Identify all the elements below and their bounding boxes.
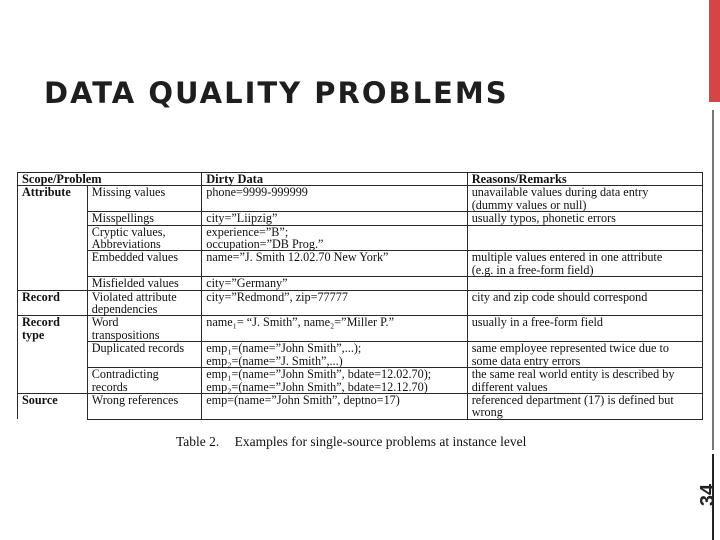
cell-remarks-line: some data entry errors: [471, 353, 581, 368]
table-body: [18, 186, 703, 419]
cell-remarks: [467, 186, 702, 212]
side-rule: [712, 110, 714, 450]
cell-dirty-data-line: phone=9999-999999: [206, 185, 308, 200]
cell-problem-line: Misfielded values: [91, 276, 179, 291]
cell-remarks: [467, 393, 702, 419]
cell-remarks: [467, 342, 702, 368]
data-quality-table: [17, 172, 703, 420]
header-remarks: Reasons/Remarks: [467, 173, 702, 186]
cell-dirty-data-line: experience=”B”;: [206, 224, 289, 239]
cell-dirty-data: [202, 225, 467, 251]
cell-remarks: [467, 251, 702, 277]
cell-dirty-data-line: emp₂=(name=”J. Smith”,...): [206, 353, 343, 368]
cell-scope: [18, 225, 88, 251]
cell-problem-line: Duplicated records: [91, 341, 185, 356]
cell-problem-line: Misspellings: [91, 211, 155, 226]
accent-bar: [709, 0, 720, 102]
cell-problem: [87, 251, 202, 277]
cell-problem: [87, 368, 202, 394]
cell-problem-line: dependencies: [91, 302, 158, 317]
caption-number: Table 2.: [176, 434, 220, 449]
cell-remarks: [467, 368, 702, 394]
page-number: 34: [697, 483, 719, 507]
cell-remarks-line: different values: [471, 379, 548, 394]
cell-problem-line: Abbreviations: [91, 237, 161, 252]
cell-scope: Attribute: [18, 186, 88, 212]
table-image: [17, 172, 703, 432]
cell-dirty-data: [202, 393, 467, 419]
cell-dirty-data-line: emp₁=(name=”John Smith”, bdate=12.02.70);: [206, 367, 432, 382]
cell-remarks-line: unavailable values during data entry: [471, 185, 649, 200]
cell-remarks-line: (e.g. in a free-form field): [471, 262, 594, 277]
cell-remarks-line: the same real world entity is described by: [471, 367, 675, 382]
cell-problem: [87, 277, 202, 290]
cell-scope: [18, 368, 88, 394]
cell-problem-line: Embedded values: [91, 250, 179, 265]
cell-dirty-data-line: emp₁=(name=”John Smith”,...);: [206, 341, 362, 356]
cell-problem-line: records: [91, 379, 128, 394]
table-row: [18, 212, 703, 225]
cell-scope: Record type: [18, 316, 88, 342]
cell-dirty-data-line: emp₂=(name=”John Smith”, bdate=12.12.70): [206, 379, 428, 394]
cell-dirty-data: [202, 277, 467, 290]
cell-remarks-line: wrong: [471, 405, 503, 420]
cell-problem: [87, 393, 202, 419]
cell-problem-line: Contradicting: [91, 367, 159, 382]
cell-problem-line: transpositions: [91, 327, 160, 342]
cell-dirty-data-line: city=”Liipzig”: [206, 211, 278, 226]
table-header-row: [18, 173, 703, 186]
cell-scope: [18, 277, 88, 290]
cell-dirty-data-line: emp=(name=”John Smith”, deptno=17): [206, 392, 400, 407]
cell-remarks: [467, 290, 702, 316]
cell-dirty-data: [202, 212, 467, 225]
cell-dirty-data: [202, 251, 467, 277]
cell-problem-line: Missing values: [91, 185, 166, 200]
cell-problem-line: Word: [91, 315, 119, 330]
cell-remarks-line: city and zip code should correspond: [471, 289, 648, 304]
table-row: [18, 225, 703, 251]
cell-dirty-data-line: name₁= “J. Smith”, name₂=”Miller P.”: [206, 315, 394, 330]
cell-dirty-data: [202, 186, 467, 212]
table-row: [18, 251, 703, 277]
table-row: [18, 393, 703, 419]
cell-dirty-data: [202, 316, 467, 342]
cell-problem: [87, 290, 202, 316]
cell-problem: [87, 342, 202, 368]
cell-scope: Record: [18, 290, 88, 316]
table-row: [18, 277, 703, 290]
header-scope: Scope/Problem: [18, 173, 202, 186]
caption-text: Examples for single-source problems at instance level: [234, 434, 527, 449]
cell-problem: [87, 225, 202, 251]
cell-problem-line: Cryptic values,: [91, 224, 166, 239]
cell-remarks: [467, 225, 702, 251]
cell-remarks-line: multiple values entered in one attribute: [471, 250, 663, 265]
cell-problem-line: Wrong references: [91, 392, 179, 407]
cell-scope: [18, 342, 88, 368]
cell-dirty-data-line: city=”Germany”: [206, 276, 288, 291]
cell-dirty-data: [202, 342, 467, 368]
table-row: [18, 342, 703, 368]
cell-problem-line: Violated attribute: [91, 289, 177, 304]
table-row: [18, 186, 703, 212]
table-row: [18, 290, 703, 316]
cell-dirty-data-line: occupation=”DB Prog.”: [206, 237, 324, 252]
cell-dirty-data-line: city=”Redmond”, zip=77777: [206, 289, 348, 304]
cell-scope: [18, 212, 88, 225]
cell-remarks-line: (dummy values or null): [471, 197, 587, 212]
slide-title: DATA QUALITY PROBLEMS: [44, 76, 509, 110]
cell-dirty-data-line: name=”J. Smith 12.02.70 New York”: [206, 250, 389, 265]
cell-remarks-line: usually in a free-form field: [471, 315, 603, 330]
table-row: [18, 368, 703, 394]
table-row: [18, 316, 703, 342]
cell-scope: [18, 251, 88, 277]
cell-remarks-line: usually typos, phonetic errors: [471, 211, 616, 226]
cell-remarks-line: referenced department (17) is defined but: [471, 392, 674, 407]
cell-remarks: [467, 316, 702, 342]
cell-scope: Source: [18, 393, 88, 419]
cell-dirty-data: [202, 368, 467, 394]
cell-problem: [87, 212, 202, 225]
header-dirty-data: Dirty Data: [202, 173, 467, 186]
cell-problem: [87, 316, 202, 342]
cell-remarks: [467, 277, 702, 290]
cell-dirty-data: [202, 290, 467, 316]
cell-remarks-line: same employee represented twice due to: [471, 341, 669, 356]
cell-problem: [87, 186, 202, 212]
table-caption: [176, 434, 526, 450]
cell-remarks: [467, 212, 702, 225]
